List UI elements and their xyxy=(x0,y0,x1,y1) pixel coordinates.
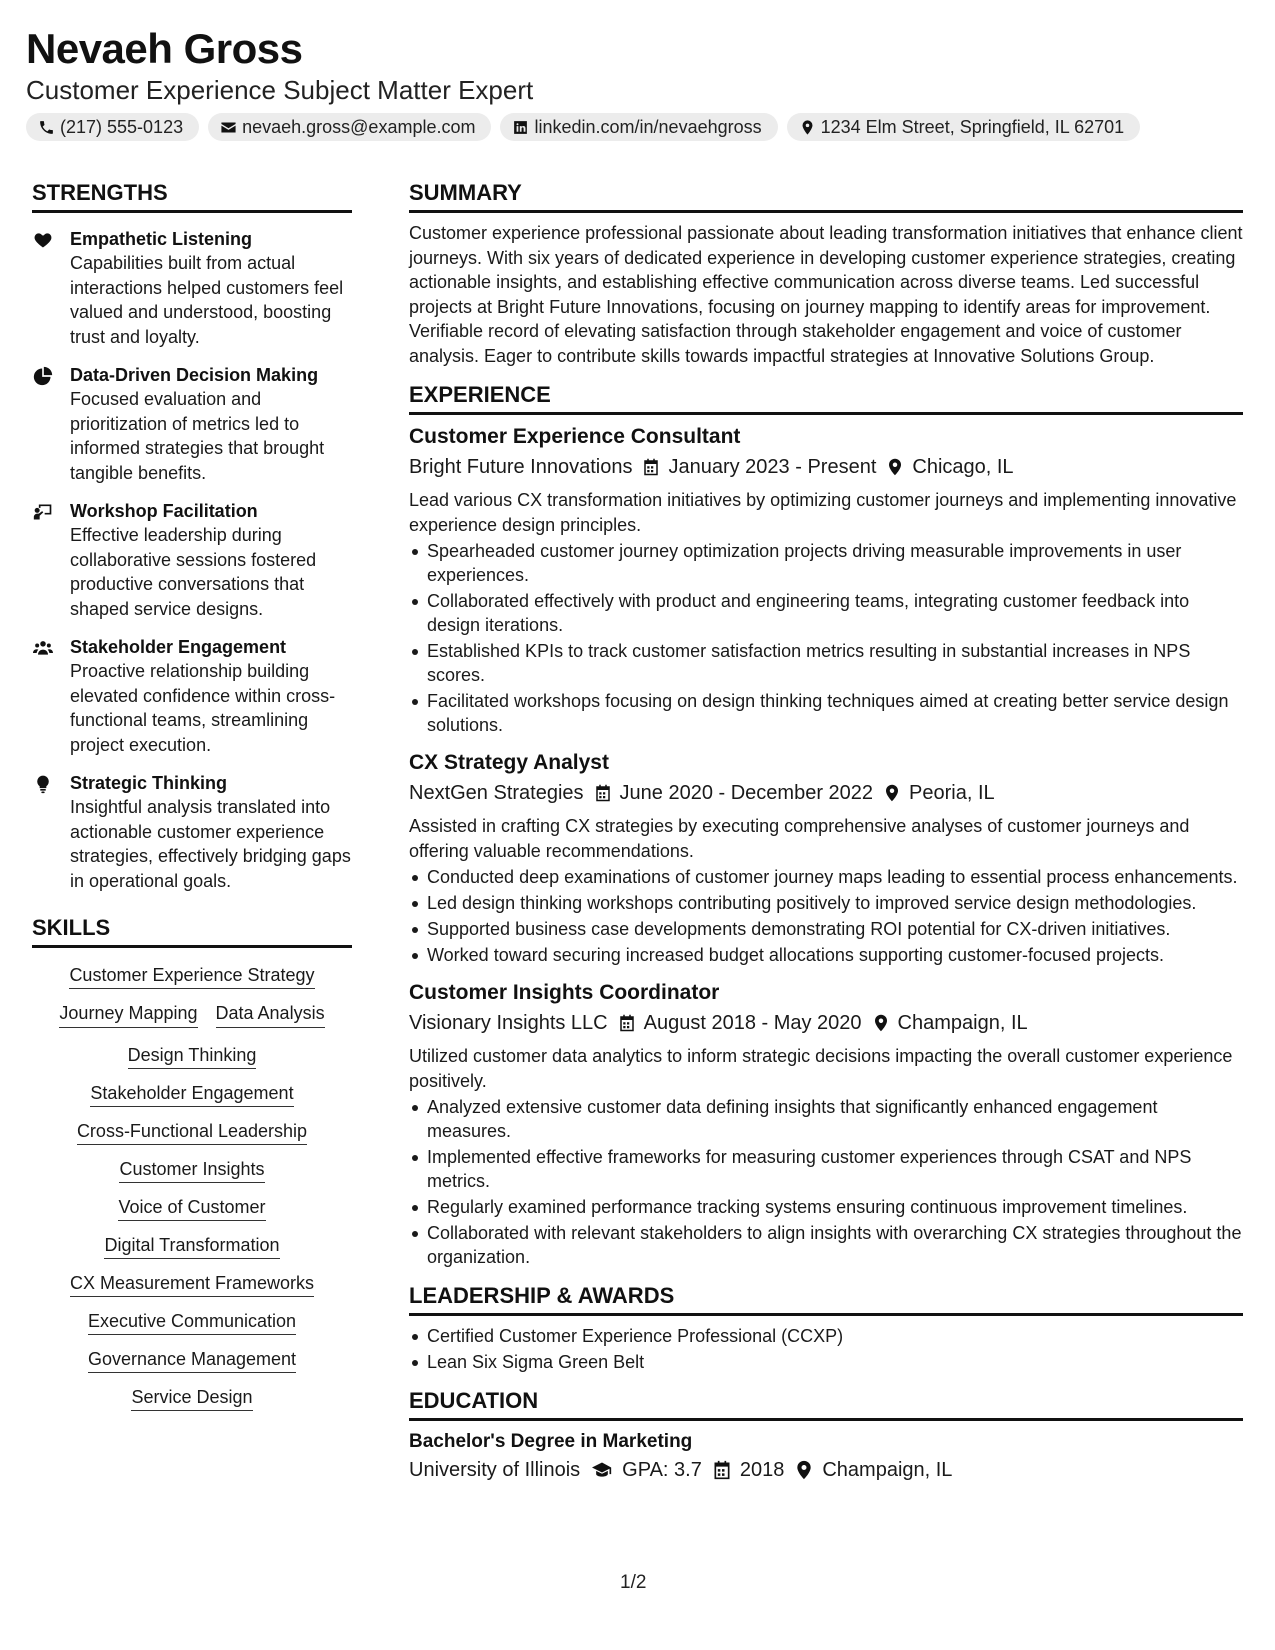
job-description: Utilized customer data analytics to inform strategic decisions impacting the overall customer experience positively. xyxy=(409,1046,1233,1091)
job-bullet: Implemented effective frameworks for measuring customer experiences through CSAT and NPS metrics. xyxy=(409,1145,1243,1193)
job-bullet: Facilitated workshops focusing on design thinking techniques aimed at creating better service design solutions. xyxy=(409,689,1243,737)
skill-tag: Customer Insights xyxy=(119,1159,264,1183)
job-bullet: Collaborated effectively with product and engineering teams, integrating customer feedback into design iterations. xyxy=(409,589,1243,637)
job-company: Bright Future Innovations xyxy=(409,456,633,478)
map-pin-icon xyxy=(794,1460,814,1480)
strength-name: Empathetic Listening xyxy=(70,229,253,249)
job-bullet: Analyzed extensive customer data defining insights that significantly enhanced engagement measures. xyxy=(409,1095,1243,1143)
linkedin-icon xyxy=(512,119,529,136)
map-pin-icon xyxy=(799,119,816,136)
awards-heading: LEADERSHIP & AWARDS xyxy=(409,1283,1243,1316)
map-pin-icon xyxy=(886,457,904,477)
strength-item xyxy=(32,363,352,485)
skills-list xyxy=(32,964,352,1408)
calendar-icon xyxy=(618,1013,636,1033)
job-company: Visionary Insights LLC xyxy=(409,1012,608,1034)
strength-desc: Insightful analysis translated into actionable customer experience strategies, effectively bridging gaps in operational goals. xyxy=(70,797,351,891)
summary-heading: SUMMARY xyxy=(409,180,1243,213)
contact-linkedin[interactable] xyxy=(500,113,777,141)
job-bullet: Conducted deep examinations of customer journey maps leading to essential process enhancements. xyxy=(409,865,1243,889)
strength-desc: Focused evaluation and prioritization of metrics led to informed strategies that brought tangible benefits. xyxy=(70,389,325,483)
strength-name: Strategic Thinking xyxy=(70,773,228,793)
job-meta xyxy=(409,1008,1243,1038)
skill-tag: Voice of Customer xyxy=(118,1197,265,1221)
job-bullets xyxy=(409,1095,1243,1269)
experience-section xyxy=(409,382,1243,1269)
strength-desc: Proactive relationship building elevated confidence within cross-functional teams, streamlining project execution. xyxy=(70,661,336,755)
contact-phone[interactable] xyxy=(26,113,199,141)
candidate-title: Customer Experience Subject Matter Expert xyxy=(26,75,534,105)
contact-address-text: 1234 Elm Street, Springfield, IL 62701 xyxy=(820,116,1125,137)
contact-address xyxy=(787,113,1141,141)
job-title: Customer Experience Consultant xyxy=(409,425,741,448)
strength-item xyxy=(32,499,352,621)
job-company: NextGen Strategies xyxy=(409,782,584,804)
education-section xyxy=(409,1388,1243,1485)
job-bullet: Established KPIs to track customer satisfaction metrics resulting in substantial increases in NPS scores. xyxy=(409,639,1243,687)
job-bullets xyxy=(409,865,1243,967)
map-pin-icon xyxy=(872,1013,890,1033)
strength-desc: Effective leadership during collaborative sessions fostered productive conversations that shaped service designs. xyxy=(70,525,317,619)
job-bullets xyxy=(409,539,1243,737)
award-item: Certified Customer Experience Professional (CCXP) xyxy=(409,1324,1243,1348)
strength-desc: Capabilities built from actual interactions helped customers feel valued and understood, boosting trust and loyalty. xyxy=(70,253,344,347)
skill-tag: Digital Transformation xyxy=(104,1235,279,1259)
job-location: Champaign, IL xyxy=(897,1012,1028,1034)
job-dates: January 2023 - Present xyxy=(668,456,877,478)
job-title: Customer Insights Coordinator xyxy=(409,981,720,1004)
resume-header xyxy=(26,24,1251,141)
job-description: Assisted in crafting CX strategies by executing comprehensive analyses of customer journeys and offering valuable recommendations. xyxy=(409,816,1190,861)
job-meta xyxy=(409,452,1243,482)
degree-title: Bachelor's Degree in Marketing xyxy=(409,1431,693,1452)
job-bullet: Supported business case developments demonstrating ROI potential for CX-driven initiatives. xyxy=(409,917,1243,941)
presenter-icon xyxy=(32,502,54,522)
skill-tag: Cross-Functional Leadership xyxy=(77,1121,307,1145)
job-title: CX Strategy Analyst xyxy=(409,751,609,774)
job-location: Peoria, IL xyxy=(909,782,995,804)
strength-name: Workshop Facilitation xyxy=(70,501,258,521)
job-dates: June 2020 - December 2022 xyxy=(619,782,874,804)
pie-chart-icon xyxy=(32,366,54,386)
contact-phone-text: (217) 555-0123 xyxy=(60,116,184,137)
contact-linkedin-text: linkedin.com/in/nevaehgross xyxy=(534,116,762,137)
awards-section xyxy=(409,1283,1243,1374)
strength-item xyxy=(32,227,352,349)
gpa: GPA: 3.7 xyxy=(622,1459,702,1481)
job-meta xyxy=(409,778,1243,808)
page-number: 1/2 xyxy=(620,1572,647,1593)
awards-list xyxy=(409,1324,1243,1374)
education-heading: EDUCATION xyxy=(409,1388,1243,1421)
envelope-icon xyxy=(220,119,237,136)
job-entry xyxy=(409,423,1243,737)
candidate-name: Nevaeh Gross xyxy=(26,25,303,72)
left-column xyxy=(32,180,352,1408)
strength-name: Stakeholder Engagement xyxy=(70,637,287,657)
skill-tag: CX Measurement Frameworks xyxy=(70,1273,314,1297)
calendar-icon xyxy=(642,457,660,477)
graduation-cap-icon xyxy=(590,1460,614,1480)
strengths-heading: STRENGTHS xyxy=(32,180,352,213)
job-bullet: Worked toward securing increased budget allocations supporting customer-focused projects. xyxy=(409,943,1243,967)
education-location: Champaign, IL xyxy=(822,1459,953,1481)
skill-tag: Executive Communication xyxy=(88,1311,296,1335)
job-dates: August 2018 - May 2020 xyxy=(643,1012,862,1034)
skills-section xyxy=(32,915,352,1408)
users-icon xyxy=(32,638,54,658)
job-location: Chicago, IL xyxy=(912,456,1014,478)
skill-tag: Stakeholder Engagement xyxy=(90,1083,293,1107)
skill-tag: Governance Management xyxy=(88,1349,296,1373)
job-entry xyxy=(409,749,1243,967)
calendar-icon xyxy=(594,783,612,803)
summary-section xyxy=(409,180,1243,368)
school-name: University of Illinois xyxy=(409,1459,581,1481)
skill-tag: Customer Experience Strategy xyxy=(69,965,314,989)
map-pin-icon xyxy=(883,783,901,803)
phone-icon xyxy=(38,119,55,136)
lightbulb-icon xyxy=(32,774,54,794)
skill-tag: Journey Mapping xyxy=(59,1002,197,1028)
skill-tag: Service Design xyxy=(131,1387,252,1411)
strength-name: Data-Driven Decision Making xyxy=(70,365,319,385)
contact-email-text: nevaeh.gross@example.com xyxy=(242,116,476,137)
skills-heading: SKILLS xyxy=(32,915,352,948)
calendar-icon xyxy=(712,1460,732,1480)
graduation-year: 2018 xyxy=(739,1459,785,1481)
skill-tag: Data Analysis xyxy=(216,1002,325,1028)
summary-text: Customer experience professional passionate about leading transformation initiatives that enhance client journeys. With six years of dedicated experience in developing customer experience strategies, creating actionable insights, and establishing effective communication across diverse teams. Led successful projects at Bright Future Innovations, focusing on journey mapping to identify areas for improvement. Verifiable record of elevating satisfaction through stakeholder engagement and voice of customer analysis. Eager to contribute skills towards impactful strategies at Innovative Solutions Group. xyxy=(409,223,1243,366)
job-bullet: Regularly examined performance tracking systems ensuring continuous improvement timelines. xyxy=(409,1195,1243,1219)
contact-email[interactable] xyxy=(208,113,491,141)
strength-item xyxy=(32,771,352,893)
award-item: Lean Six Sigma Green Belt xyxy=(409,1350,1243,1374)
heart-icon xyxy=(32,230,54,250)
job-bullet: Led design thinking workshops contributing positively to improved service design methodologies. xyxy=(409,891,1243,915)
job-bullet: Spearheaded customer journey optimization projects driving measurable improvements in user experiences. xyxy=(409,539,1243,587)
job-bullet: Collaborated with relevant stakeholders to align insights with overarching CX strategies throughout the organization. xyxy=(409,1221,1243,1269)
right-column xyxy=(409,180,1243,1485)
skill-tag: Design Thinking xyxy=(128,1045,257,1069)
contact-bar xyxy=(26,113,1251,141)
job-description: Lead various CX transformation initiatives by optimizing customer journeys and implementing innovative experience design principles. xyxy=(409,490,1237,535)
strength-item xyxy=(32,635,352,757)
experience-heading: EXPERIENCE xyxy=(409,382,1243,415)
job-entry xyxy=(409,979,1243,1269)
education-meta xyxy=(409,1455,1243,1485)
